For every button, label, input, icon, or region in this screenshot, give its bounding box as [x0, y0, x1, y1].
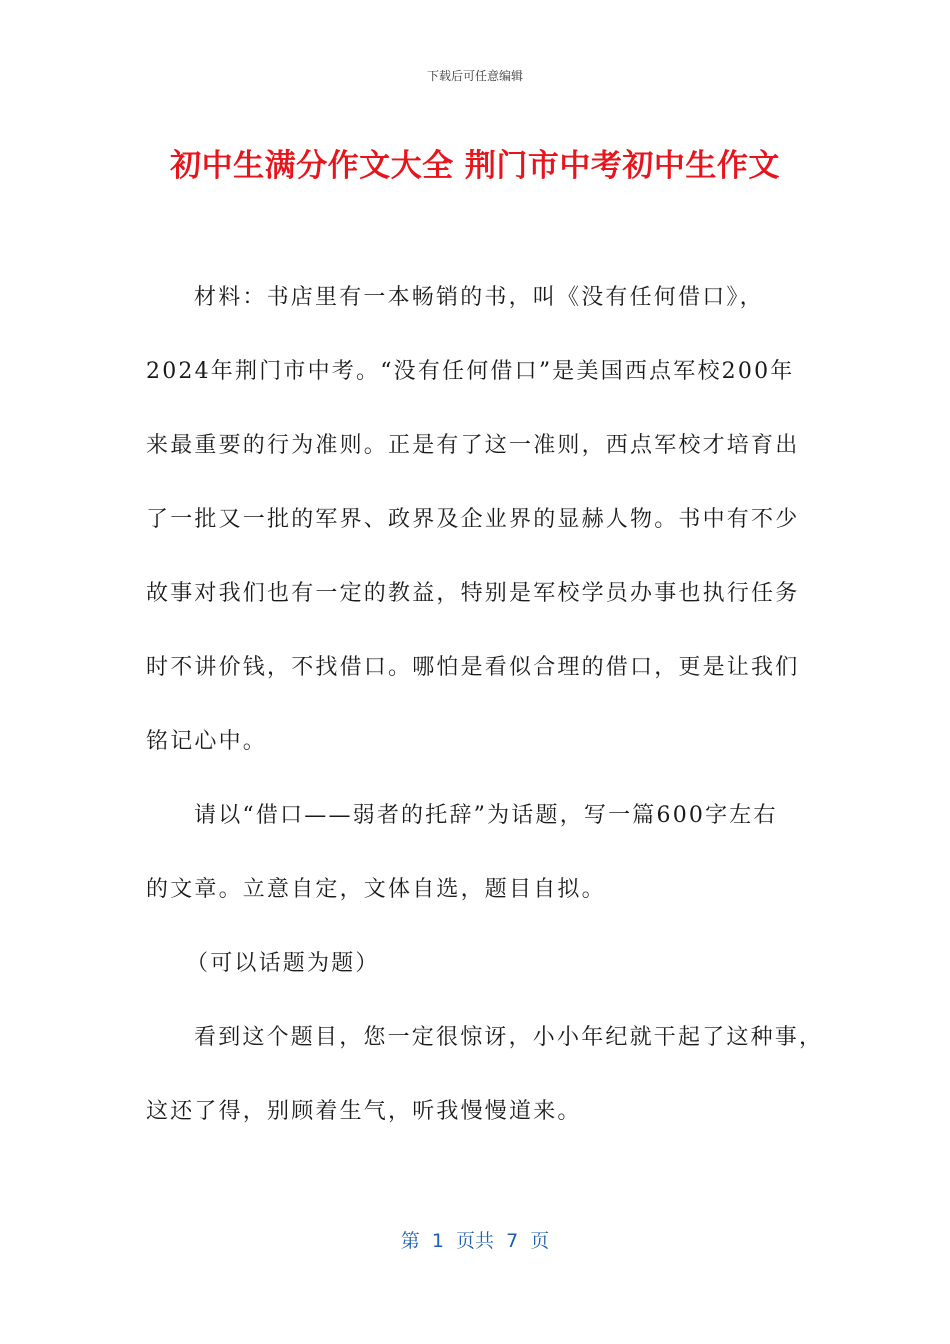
body-line: 故事对我们也有一定的教益，特别是军校学员办事也执行任务 [146, 581, 800, 606]
body-line: （可以话题为题） [186, 951, 380, 976]
header-note: 下载后可任意编辑 [426, 69, 523, 83]
body-line: 2024年荆门市中考。“没有任何借口”是美国西点军校200年 [146, 359, 795, 384]
body-line: 材料：书店里有一本畅销的书，叫《没有任何借口》， [194, 285, 764, 310]
page-number: 第 1 页共 7 页 [400, 1230, 550, 1252]
body-line: 了一批又一批的军界、政界及企业界的显赫人物。书中有不少 [146, 507, 800, 532]
body-line: 这还了得，别顾着生气，听我慢慢道来。 [146, 1099, 582, 1124]
body-line: 的文章。立意自定，文体自选，题目自拟。 [146, 877, 606, 902]
body-line: 时不讲价钱，不找借口。哪怕是看似合理的借口，更是让我们 [146, 655, 800, 680]
body-line: 来最重要的行为准则。正是有了这一准则，西点军校才培育出 [146, 433, 800, 458]
document-body [146, 276, 824, 1164]
body-line: 看到这个题目，您一定很惊讶，小小年纪就干起了这种事， [194, 1025, 824, 1050]
body-line: 请以“借口——弱者的托辞”为话题，写一篇600字左右 [194, 803, 778, 828]
body-line: 铭记心中。 [146, 729, 268, 754]
document-title: 初中生满分作文大全 荆门市中考初中生作文 [170, 148, 780, 184]
